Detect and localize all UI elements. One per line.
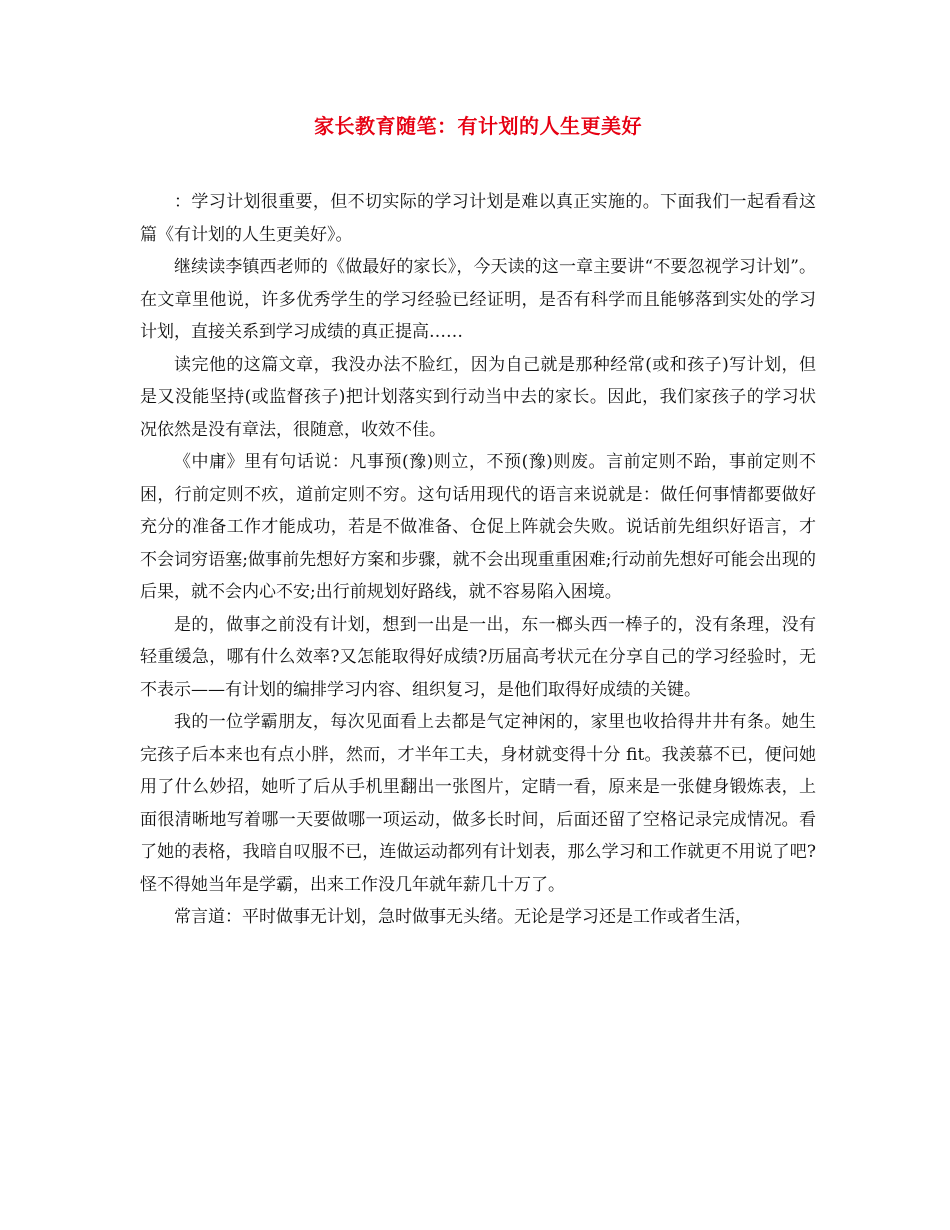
paragraph-2: 继续读李镇西老师的《做最好的家长》，今天读的这一章主要讲“不要忽视学习计划”。在文章里他说，许多优秀学生的学习经验已经证明，是否有科学而且能够落到实处的学习计划，直接关系到学习成绩的真正提高…… — [140, 257, 816, 342]
paragraph-5: 是的，做事之前没有计划，想到一出是一出，东一榔头西一棒子的，没有条理，没有轻重缓急，哪有什么效率?又怎能取得好成绩?历届高考状元在分享自己的学习经验时，无不表示——有计划的编排学习内容、组织复习，是他们取得好成绩的关键。 — [140, 614, 816, 700]
document-page — [140, 110, 816, 934]
paragraph-1: ：学习计划很重要，但不切实际的学习计划是难以真正实施的。下面我们一起看看这篇《有计划的人生更美好》。 — [140, 192, 816, 245]
paragraph-4: 《中庸》里有句话说：凡事预(豫)则立，不预(豫)则废。言前定则不跆，事前定则不困，行前定则不疚，道前定则不穷。这句话用现代的语言来说就是：做任何事情都要做好充分的准备工作才能成功，若是不做准备、仓促上阵就会失败。说话前先组织好语言，才不会词穷语塞;做事前先想好方案和步骤，就不会出现重重困难;行动前先想好可能会出现的后果，就不会内心不安;出行前规划好路线，就不容易陷入困境。 — [140, 452, 816, 602]
paragraph-3: 读完他的这篇文章，我没办法不脸红，因为自己就是那种经常(或和孩子)写计划，但是又没能坚持(或监督孩子)把计划落实到行动当中去的家长。因此，我们家孩子的学习状况依然是没有章法，很随意，收效不佳。 — [140, 354, 816, 440]
document-body — [140, 186, 816, 934]
paragraph-6: 我的一位学霸朋友，每次见面看上去都是气定神闲的，家里也收拾得井井有条。她生完孩子后本来也有点小胖，然而，才半年工夫，身材就变得十分 fit。我羡慕不已，便问她用了什么妙招，她听了后从手机里翻出一张图片，定睛一看，原来是一张健身锻炼表，上面很清晰地写着哪一天要做哪一项运动，做多长时间，后面还留了空格记录完成情况。看了她的表格，我暗自叹服不已，连做运动都列有计划表，那么学习和工作就更不用说了吧?怪不得她当年是学霸，出来工作没几年就年薪几十万了。 — [140, 712, 816, 895]
document-title: 家长教育随笔：有计划的人生更美好 — [314, 114, 642, 138]
paragraph-7: 常言道：平时做事无计划，急时做事无头绪。无论是学习还是工作或者生活， — [174, 907, 752, 927]
